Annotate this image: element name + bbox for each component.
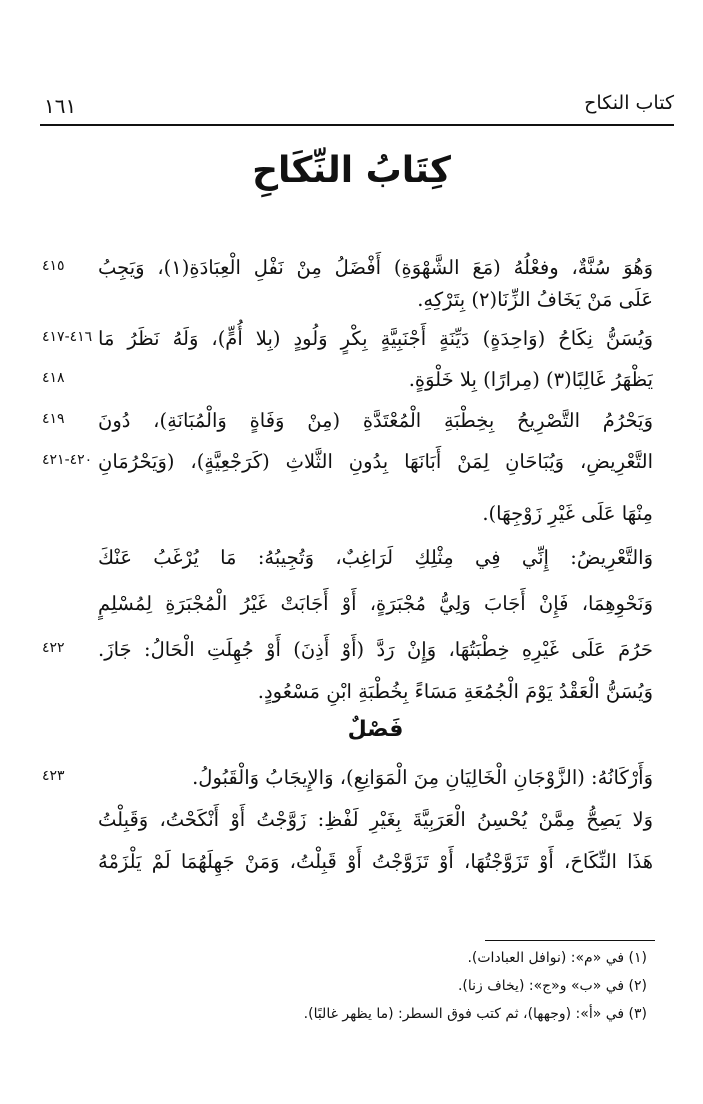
line-number: ٤١٦-٤١٧ [42,329,93,345]
footnote: (١) في «م»: (نوافل العبادات). [467,950,647,966]
section-heading: فَصْلٌ [347,717,404,742]
text-line: وَيُسَنُّ الْعَقْدُ يَوْمَ الْجُمُعَةِ مَسَاءً بِخُطْبَةِ ابْنِ مَسْعُودٍ. [257,680,653,703]
line-number: ٤٢٢ [42,640,65,656]
text-line: مِنْهَا عَلَى غَيْرِ زَوْجِهَا). [482,502,653,525]
text-line: يَظْهَرُ غَالِبًا(٣) (مِرارًا) بِلا خَلْوَةٍ. [408,368,653,391]
page-number: ١٦١ [44,94,77,118]
footnote: (٢) في «ب» و«ج»: (يخاف زنا). [457,978,647,994]
text-line: وَهُوَ سُنَّةٌ، وفعْلُهُ (مَعَ الشَّهْوَةِ) أَفْضَلُ مِنْ نَفْلِ الْعِبَادَةِ(١)، وَيَجِبُ [98,256,653,279]
text-line: وَنَحْوِهِمَا، فَإِنْ أَجَابَ وَلِيُّ مُجْبَرَةٍ، أَوْ أَجَابَتْ غَيْرُ الْمُجْبَرَةِ لِمُسْلِمٍ [98,592,653,615]
line-number: ٤١٩ [42,411,65,427]
line-number: ٤١٥ [42,258,65,274]
text-line: وَيَحْرُمُ التَّصْرِيحُ بِخِطْبَةِ الْمُعْتَدَّةِ (مِنْ وَفَاةٍ وَالْمُبَانَةِ)، دُونَ [98,409,653,432]
text-line: هَذَا النِّكَاحَ، أَوْ تَزَوَّجْتُهَا، أَوْ تَزَوَّجْتُ أَوْ قَبِلْتُ، وَمَنْ جَهِلَهُمَا لَمْ يَلْزَمْهُ [98,850,653,873]
running-title: كتاب النكاح [584,92,674,114]
footnote: (٣) في «أ»: (وجهها)، ثم كتب فوق السطر: (ما يظهر غالبًا). [303,1006,647,1022]
text-line: وَالتَّعْرِيضُ: إِنِّي فِي مِثْلِكِ لَرَاغِبٌ، وَتُجِيبُهُ: مَا يُرْغَبُ عَنْكَ [98,546,653,569]
chapter-title: كِتَابُ النِّكَاحِ [252,150,451,191]
text-line: وَيُسَنُّ نِكَاحُ (وَاحِدَةٍ) دَيِّنَةٍ أَجْنَبِيَّةٍ بِكْرٍ وَلُودٍ (بِلا أُمٍّ)، وَلَهُ نَظَرُ مَا [98,327,653,350]
text-line: وَلا يَصِحُّ مِمَّنْ يُحْسِنُ الْعَرَبِيَّةَ بِغَيْرِ لَفْظِ: زَوَّجْتُ أَوْ أَنْكَحْتُ، وَقَبِلْتُ [98,808,653,831]
page-header [40,88,674,126]
text-line: التَّعْرِيضِ، وَيُبَاحَانِ لِمَنْ أَبَانَهَا بِدُونِ الثَّلاثِ (كَرَجْعِيَّةٍ)، (وَيَحْرُمَانِ [98,450,653,473]
line-number: ٤١٨ [42,370,65,386]
text-line: وَأَرْكَانُهُ: (الزَّوْجَانِ الْخَالِيَانِ مِنَ الْمَوَانِعِ)، وَالإِيجَابُ وَالْقَبُولُ. [192,766,653,789]
footnote-separator [485,940,655,941]
line-number: ٤٢٠-٤٢١ [42,452,93,468]
line-number: ٤٢٣ [42,768,65,784]
text-line: عَلَى مَنْ يَخَافُ الزِّنَا(٢) بِتَرْكِهِ. [417,288,653,311]
text-line: حَرُمَ عَلَى غَيْرِهِ خِطْبَتُهَا، وَإِنْ رَدَّ (أَوْ أَذِنَ) أَوْ جُهِلَتِ الْحَالُ: جَازَ. [98,638,653,661]
